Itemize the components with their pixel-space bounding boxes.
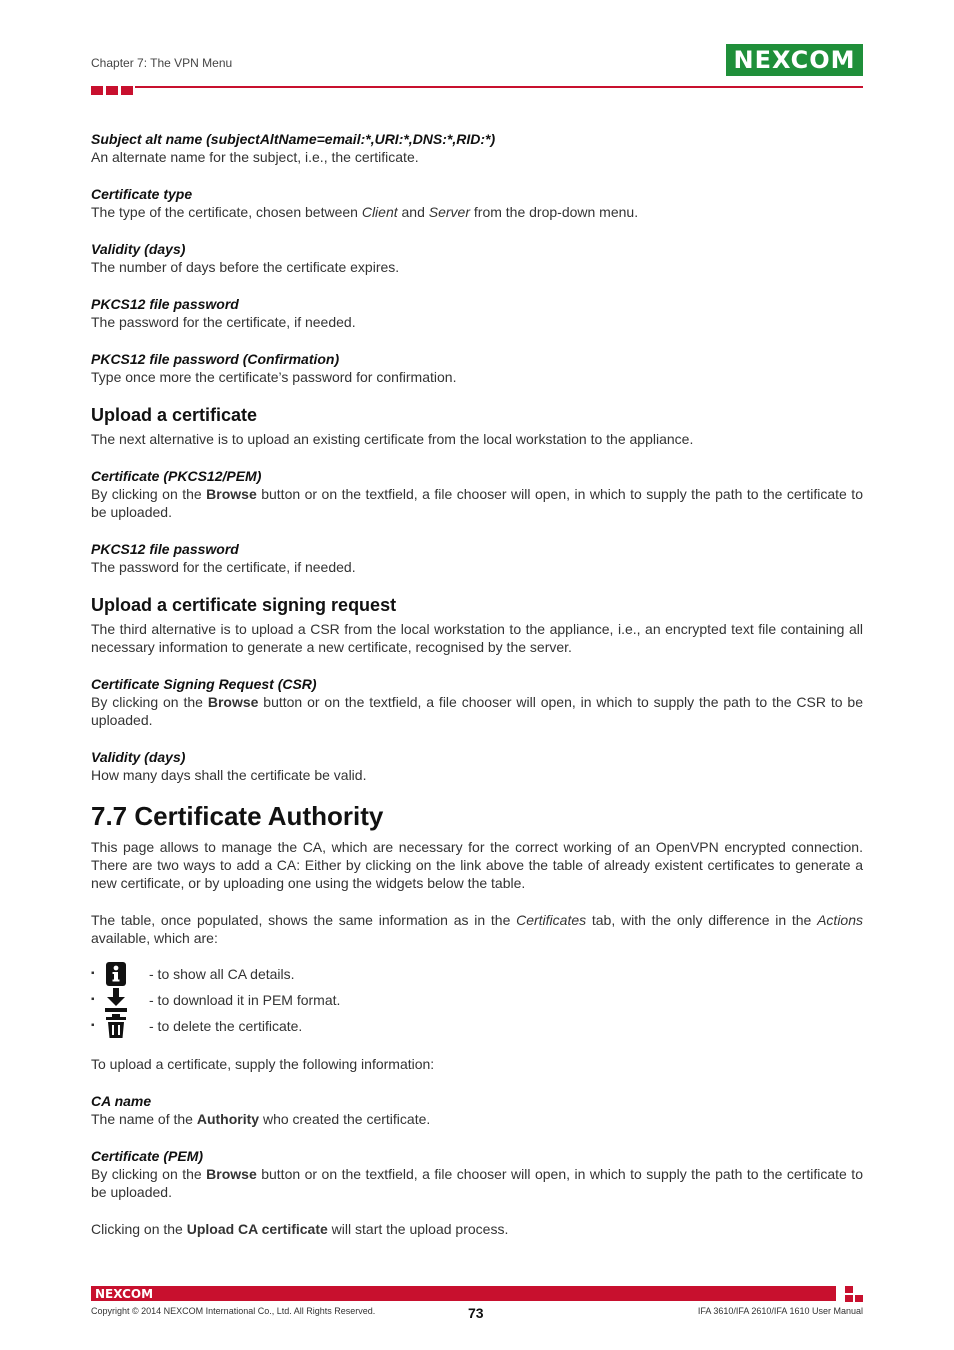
paragraph: By clicking on the Browse button or on the textfield, a file chooser will open, in which to supply the path to the CSR to be uploaded. [91,694,863,728]
trash-icon [103,1014,129,1038]
paragraph: The number of days before the certificate expires. [91,259,400,275]
footer-square [845,1286,853,1293]
subsection-title: Certificate type [91,186,193,202]
subsection-title: CA name [91,1093,152,1109]
paragraph: Clicking on the Upload CA certificate will start the upload process. [91,1221,509,1237]
paragraph: To upload a certificate, supply the following information: [91,1056,435,1072]
actions-list [91,961,863,1039]
list-item: ▪ - to delete the certificate. [91,1013,863,1039]
paragraph: The password for the certificate, if needed. [91,559,356,575]
page-number: 73 [468,1305,484,1321]
paragraph: Type once more the certificate’s password for confirmation. [91,369,457,385]
chapter-title: Chapter 7: The VPN Menu [91,56,233,70]
paragraph: How many days shall the certificate be valid. [91,767,367,783]
subsection-title: Subject alt name (subjectAltName=email:*,URI:*,DNS:*,RID:*) [91,131,496,147]
footer-logo: NEXCOM [95,1287,154,1301]
subsection-title: Certificate (PEM) [91,1148,204,1164]
page-content [91,130,863,1238]
list-item: ▪ - to download it in PEM format. [91,987,863,1013]
header-red-block [106,86,118,95]
paragraph: The third alternative is to upload a CSR from the local workstation to the appliance, i.e., an encrypted text file containing all necessary information to generate a new certificate, recognised by the server. [91,621,863,655]
paragraph: The table, once populated, shows the same information as in the Certificates tab, with the only difference in the Actions available, which are: [91,912,864,946]
paragraph: The password for the certificate, if needed. [91,314,356,330]
paragraph: The next alternative is to upload an existing certificate from the local workstation to the appliance. [91,431,694,447]
action-description: - to delete the certificate. [149,1018,303,1034]
paragraph: By clicking on the Browse button or on the textfield, a file chooser will open, in which to supply the path to the certificate to be uploaded. [91,486,863,520]
footer-square [845,1295,853,1302]
subsection-title: Validity (days) [91,241,186,257]
subsection-title: PKCS12 file password (Confirmation) [91,351,340,367]
paragraph: The type of the certificate, chosen between Client and Server from the drop-down menu. [91,204,639,220]
subsection-title: Certificate (PKCS12/PEM) [91,468,262,484]
subsection-title: Certificate Signing Request (CSR) [91,676,317,692]
section-heading-upload: Upload a certificate [91,405,258,425]
subsection-title: Validity (days) [91,749,186,765]
nexcom-logo: NEXCOM [726,44,863,76]
action-description: - to show all CA details. [149,966,295,982]
subsection-title: PKCS12 file password [91,296,239,312]
subsection-title: PKCS12 file password [91,541,239,557]
action-description: - to download it in PEM format. [149,992,341,1008]
footer-square [855,1295,863,1302]
section-heading-ca: 7.7 Certificate Authority [91,801,384,831]
copyright: Copyright © 2014 NEXCOM International Co., Ltd. All Rights Reserved. [91,1306,376,1316]
paragraph: The name of the Authority who created the certificate. [91,1111,431,1127]
paragraph: An alternate name for the subject, i.e., the certificate. [91,149,419,165]
list-item: ▪ - to show all CA details. [91,961,863,987]
header-red-block [91,86,103,95]
paragraph: By clicking on the Browse button or on the textfield, a file chooser will open, in which to supply the path to the certificate to be uploaded. [91,1166,863,1200]
footer-bar [91,1286,836,1301]
section-heading-csr: Upload a certificate signing request [91,595,397,615]
download-icon [103,988,129,1012]
info-icon [103,962,129,986]
paragraph: This page allows to manage the CA, which are necessary for the correct working of an OpenVPN encrypted connection. There are two ways to add a CA: Either by clicking on the link above the table of already existent certificates to generate a new certificate, or by uploading one using the widgets below the table. [91,839,863,891]
manual-title: IFA 3610/IFA 2610/IFA 1610 User Manual [697,1306,863,1316]
header-rule [135,86,863,88]
header-red-block [121,86,133,95]
